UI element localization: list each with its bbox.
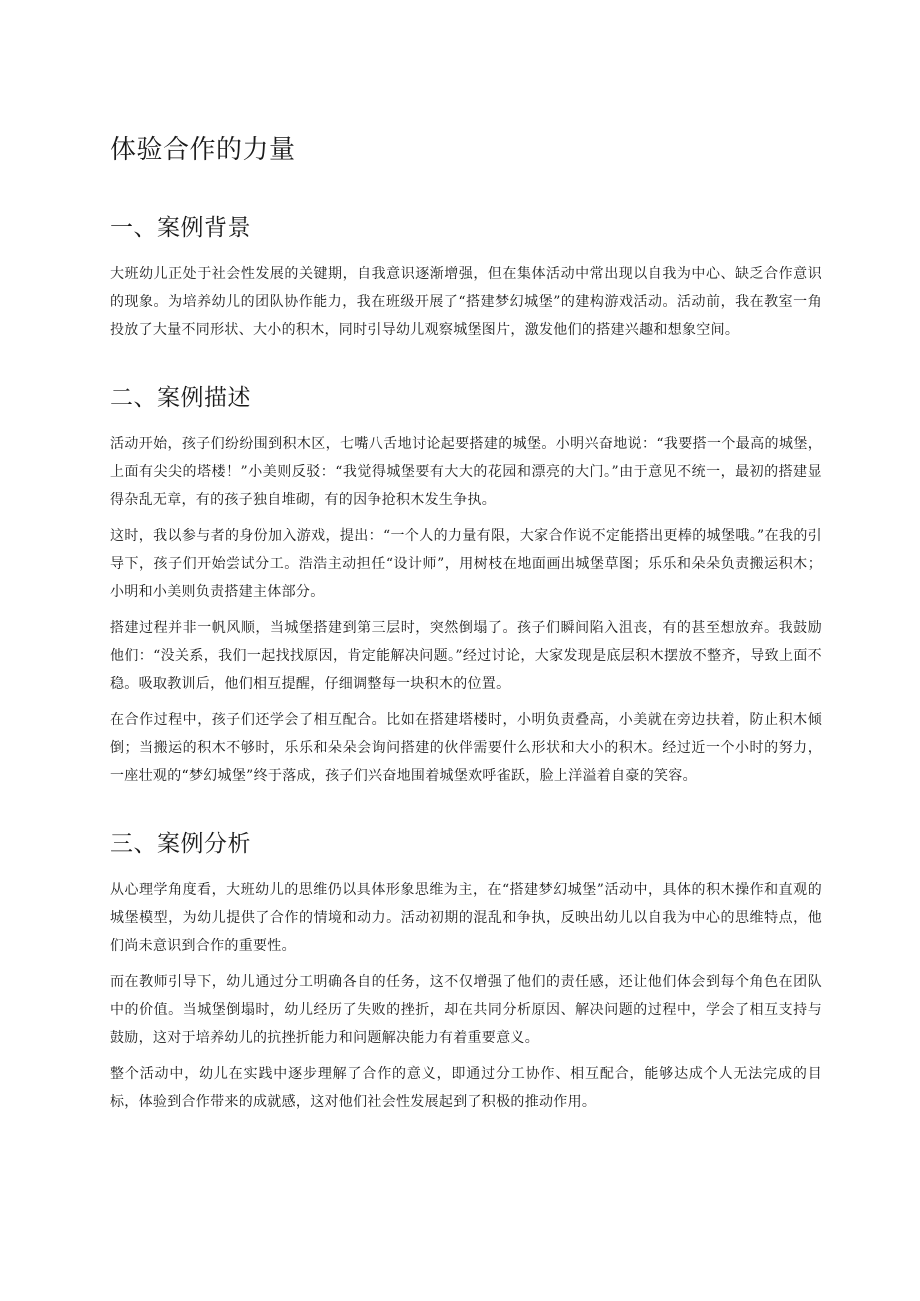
paragraph: 这时，我以参与者的身份加入游戏，提出：“一个人的力量有限，大家合作说不定能搭出更棒的城堡哦。”在我的引导下，孩子们开始尝试分工。浩浩主动担任“设计师”，用树枝在地面画出城堡草图；乐乐和朵朵负责搬运积木；小明和小美则负责搭建主体部分。 [110,528,822,600]
document-title: 体验合作的力量 [110,135,296,165]
section-analysis [110,826,822,1116]
paragraph: 从心理学角度看，大班幼儿的思维仍以具体形象思维为主，在“搭建梦幻城堡”活动中，具体的积木操作和直观的城堡模型，为幼儿提供了合作的情境和动力。活动初期的混乱和争执，反映出幼儿以自我为中心的思维特点，他们尚未意识到合作的重要性。 [110,882,822,954]
section-description [110,380,822,790]
section-heading: 一、案例背景 [110,215,251,241]
paragraph: 整个活动中，幼儿在实践中逐步理解了合作的意义，即通过分工协作、相互配合，能够达成个人无法完成的目标，体验到合作带来的成就感，这对他们社会性发展起到了积极的推动作用。 [110,1066,822,1110]
paragraph: 在合作过程中，孩子们还学会了相互配合。比如在搭建塔楼时，小明负责叠高，小美就在旁边扶着，防止积木倾倒；当搬运的积木不够时，乐乐和朵朵会询问搭建的伙伴需要什么形状和大小的积木。经过近一个小时的努力，一座壮观的“梦幻城堡”终于落成，孩子们兴奋地围着城堡欢呼雀跃，脸上洋溢着自豪的笑容。 [110,712,822,784]
document-page [110,128,822,1152]
section-heading: 二、案例描述 [110,385,251,411]
section-background [110,210,822,344]
paragraph: 活动开始，孩子们纷纷围到积木区，七嘴八舌地讨论起要搭建的城堡。小明兴奋地说：“我要搭一个最高的城堡，上面有尖尖的塔楼！”小美则反驳：“我觉得城堡要有大大的花园和漂亮的大门。”由于意见不统一，最初的搭建显得杂乱无章，有的孩子独自堆砌，有的因争抢积木发生争执。 [110,436,822,508]
paragraph: 大班幼儿正处于社会性发展的关键期，自我意识逐渐增强，但在集体活动中常出现以自我为中心、缺乏合作意识的现象。为培养幼儿的团队协作能力，我在班级开展了“搭建梦幻城堡”的建构游戏活动。活动前，我在教室一角投放了大量不同形状、大小的积木，同时引导幼儿观察城堡图片，激发他们的搭建兴趣和想象空间。 [110,266,822,338]
section-heading: 三、案例分析 [110,831,251,857]
paragraph: 搭建过程并非一帆风顺，当城堡搭建到第三层时，突然倒塌了。孩子们瞬间陷入沮丧，有的甚至想放弃。我鼓励他们：“没关系，我们一起找找原因，肯定能解决问题。”经过讨论，大家发现是底层积木摆放不整齐，导致上面不稳。吸取教训后，他们相互提醒，仔细调整每一块积木的位置。 [110,620,822,692]
paragraph: 而在教师引导下，幼儿通过分工明确各自的任务，这不仅增强了他们的责任感，还让他们体会到每个角色在团队中的价值。当城堡倒塌时，幼儿经历了失败的挫折，却在共同分析原因、解决问题的过程中，学会了相互支持与鼓励，这对于培养幼儿的抗挫折能力和问题解决能力有着重要意义。 [110,974,822,1046]
